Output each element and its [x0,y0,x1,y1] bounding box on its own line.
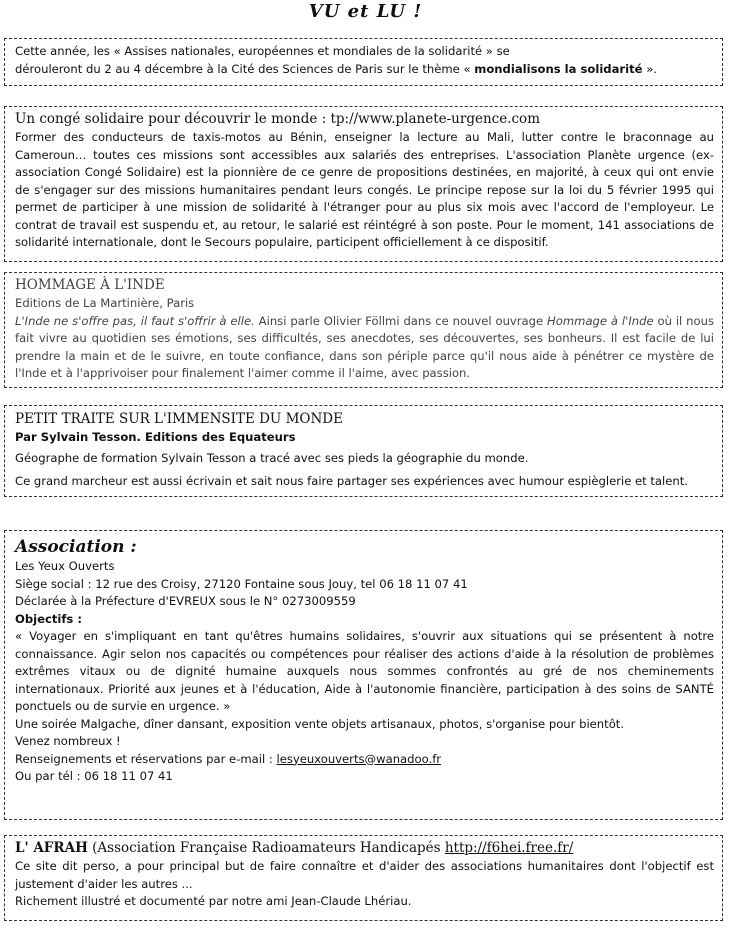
assises-theme: mondialisons la solidarité [474,61,643,76]
association-heading: Association : [15,537,137,557]
afrah-heading [15,839,714,858]
inde-body-b: où il nous fait vivre au quotidien ses émotions, ses difficultés, ses anecdotes, ses découvertes, ses bonheurs. Il est facile de lui prendre la main et de le suivre, en toute confiance, dans son périple parce qu'il nous aide à pénétrer ce mystère de l'Inde et à l'apprivoiser pour finalement l'aimer comme il l'aime, avec passion. [15,313,715,380]
assises-box [4,38,723,86]
conge-body: Former des conducteurs de taxis-motos au Bénin, enseigner la lecture au Mali, lutter contre le braconnage au Cameroun… toutes ces missions sont accessibles aux salariés des entreprises. L'association Planète urgence (ex-association Congé Solidaire) est la pionnière de ce genre de propositions destinées, en majorité, à ceux qui ont envie de s'engager sur des missions humanitaires pendant leurs congés. Le principe repose sur la loi du 5 février 1995 qui permet de participer à une mission de solidarité à l'étranger pour au plus six mois avec l'accord de l'employeur. Le contrat de travail est suspendu et, au retour, le salarié est réintégré à son poste. Pour le moment, 141 associations de solidarité internationale, dont le Secours populaire, participent officiellement à ce dispositif. [15,130,714,249]
traite-p2: Ce grand marcheur est aussi écrivain et sait nous faire partager ses expériences avec humour espièglerie et talent. [15,474,688,488]
inde-heading: HOMMAGE À L'INDE [15,277,165,293]
assises-line1: Cette année, les « Assises nationales, européennes et mondiales de la solidarité » se [15,44,510,58]
inde-body-a: Ainsi parle Olivier Föllmi dans ce nouvel ouvrage [254,313,548,328]
traite-p1: Géographe de formation Sylvain Tesson a tracé avec ses pieds la géographie du monde. [15,450,529,465]
association-renseignements [15,751,714,769]
inde-box [4,272,723,388]
association-soiree: Une soirée Malgache, dîner dansant, exposition vente objets artisanaux, photos, s'organise pour bientôt. [15,716,625,731]
association-venez: Venez nombreux ! [15,734,121,748]
afrah-name: L' AFRAH [15,840,88,856]
association-renseignements-label: Renseignements et réservations par e-mail : [15,751,277,766]
assises-line2 [15,61,714,79]
association-email-link[interactable]: lesyeuxouverts@wanadoo.fr [276,751,442,766]
association-siege: Siège social : 12 rue des Croisy, 27120 Fontaine sous Jouy, tel 06 18 11 07 41 [15,576,468,591]
inde-editor: Editions de La Martinière, Paris [15,296,195,310]
afrah-full-name: (Association Française Radioamateurs Handicapés [87,840,445,856]
association-objectifs-label: Objectifs : [15,611,82,626]
afrah-credit: Richement illustré et documenté par notre ami Jean-Claude Lhériau. [15,894,412,908]
traite-author: Par Sylvain Tesson. Editions des Equateurs [15,430,296,444]
afrah-body: Ce site dit perso, a pour principal but de faire connaître et d'aider des associations humanitaires dont l'objectif est justement d'aider les autres ... [15,859,714,891]
assises-line2-pre: dérouleront du 2 au 4 décembre à la Cité des Sciences de Paris sur le thème « [15,61,475,76]
conge-heading: Un congé solidaire pour découvrir le monde : tp://www.planete-urgence.com [15,111,540,127]
traite-heading: PETIT TRAITE SUR L'IMMENSITE DU MONDE [15,411,343,427]
association-declaree: Déclarée à la Préfecture d'EVREUX sous le N° 0273009559 [15,594,356,608]
inde-body [15,313,714,383]
page-title: VU et LU ! [308,1,423,22]
assises-line2-post: ». [642,61,657,76]
inde-quote: L'Inde ne s'offre pas, il faut s'offrir à elle. [15,313,255,328]
association-objectifs: « Voyager en s'impliquant en tant qu'êtres humains solidaires, s'ouvrir aux situations qui se présentent à notre connaissance. Agir selon nos capacités ou compétences pour réaliser des actions d'aide à la résolution de problèmes extrêmes vitaux ou de dignité humaine auxquels nous sommes confrontés au gré de nos cheminements internationaux. Priorité aux jeunes et à l'éducation, Aide à l'autonomie financière, participation à des soins de SANTÉ ponctuels ou de survie en urgence. » [15,629,714,713]
association-tel: Ou par tél : 06 18 11 07 41 [15,769,173,783]
conge-box [4,106,723,262]
afrah-box [4,835,723,921]
afrah-url-link[interactable]: http://f6hei.free.fr/ [444,840,574,856]
association-name: Les Yeux Ouverts [15,559,115,573]
inde-book-title: Hommage à l'Inde [547,313,654,328]
association-box [4,530,723,820]
traite-box [4,405,723,497]
